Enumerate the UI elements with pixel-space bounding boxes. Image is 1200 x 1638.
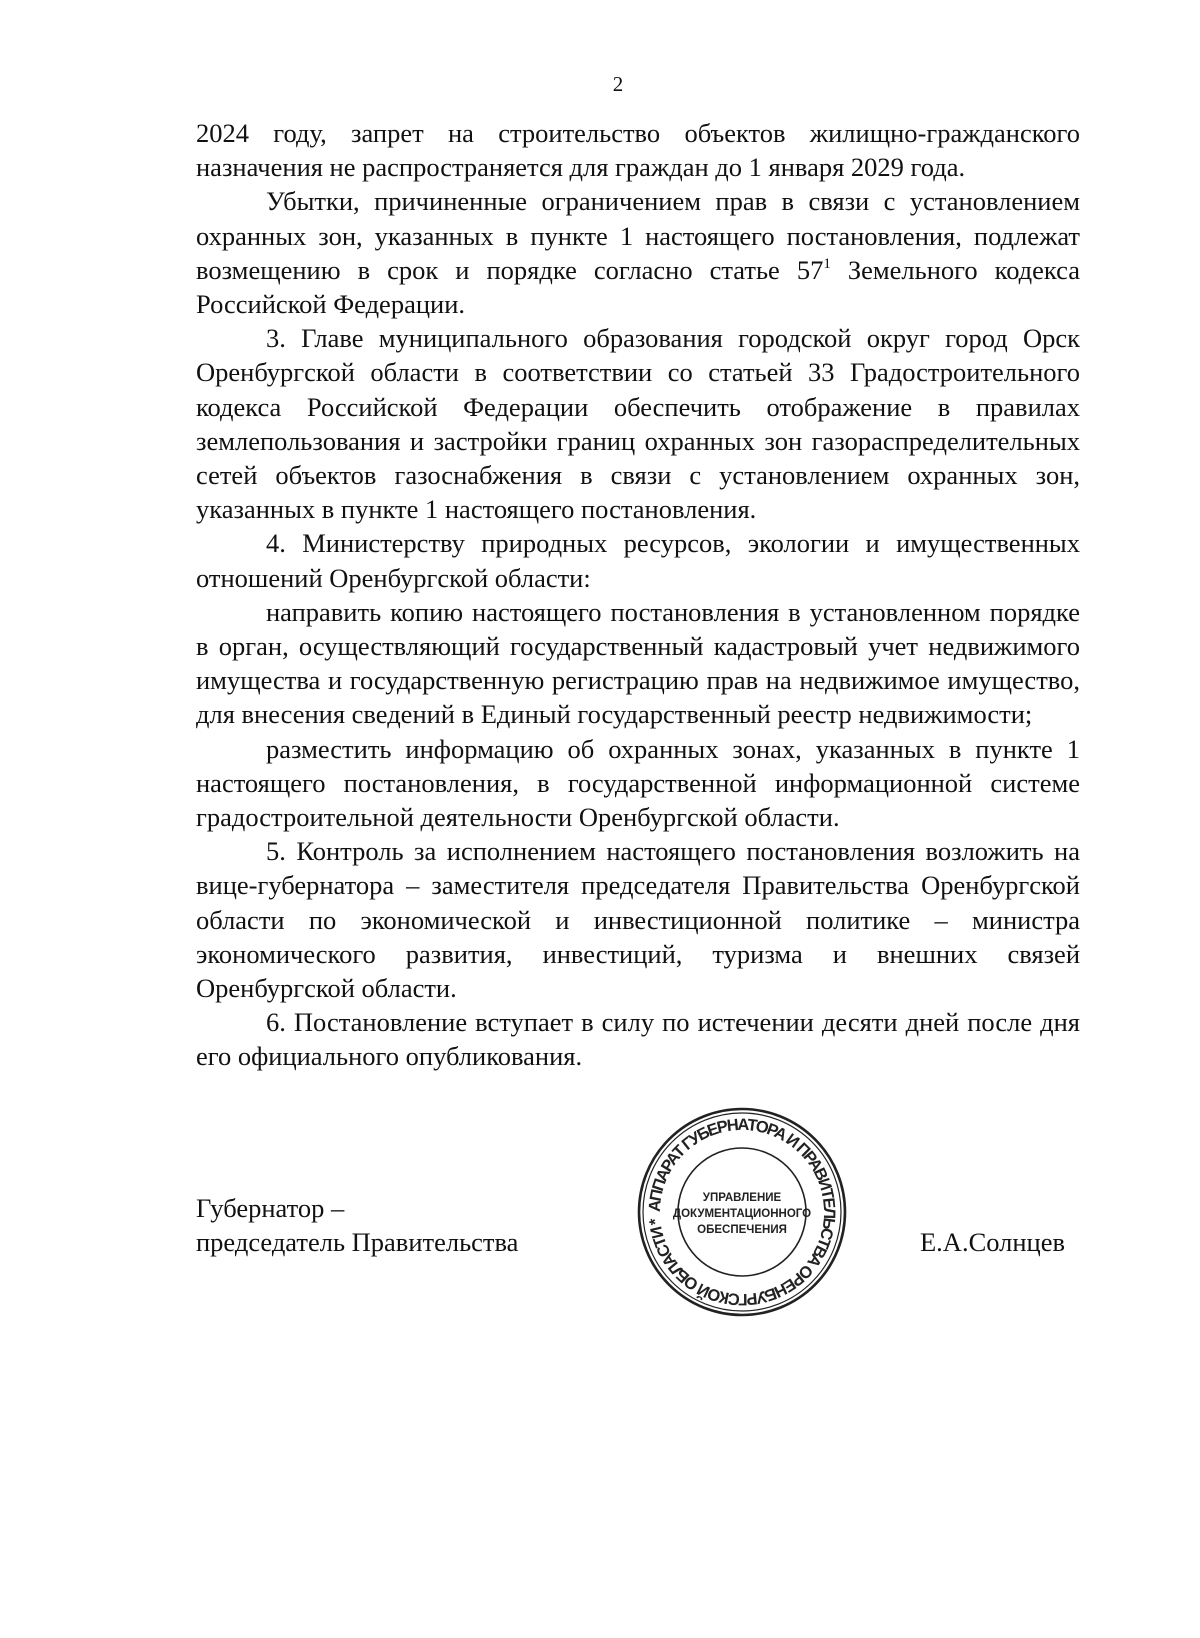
paragraph-item-3: 3. Главе муниципального образования городской округ город Орск Оренбургской области в соответствии со статьей 33 Градостроительного кодекса Российской Федерации обеспечить отображение в правилах землепользования и застройки границ охранных зон газораспределительных сетей объектов газоснабжения в связи с установлением охранных зон, указанных в пункте 1 настоящего постановления.	[196, 323, 1080, 525]
signatory-name: Е.А.Солнцев	[920, 1227, 1066, 1257]
official-seal	[636, 1106, 848, 1318]
paragraph-item-5: 5. Контроль за исполнением настоящего постановления возложить на вице-губернатора – заместителя председателя Правительства Оренбургской области по экономической и инвестиционной политике – министра экономического развития, инвестиций, туризма и внешних связей Оренбургской области.	[196, 836, 1080, 1004]
seal-center-line2: ДОКУМЕНТАЦИОННОГО	[672, 1208, 812, 1220]
signatory-position-line2: председатель Правительства	[196, 1227, 519, 1257]
paragraph-item-4-send-copy: направить копию настоящего постановления в установленном порядке в орган, осуществляющий государственный кадастровый учет недвижимого имущества и государственную регистрацию прав на недвижимое имущество, для внесения сведений в Единый государственный реестр недвижимости;	[196, 596, 1080, 730]
paragraph-continuation: 2024 году, запрет на строительство объектов жилищно-гражданского назначения не распространяется для граждан до 1 января 2029 года.	[196, 118, 1080, 183]
seal-center-line1: УПРАВЛЕНИЕ	[702, 1192, 782, 1204]
paragraph-item-4-publish-info: разместить информацию об охранных зонах, указанных в пункте 1 настоящего постановления, в государственной информационной системе градостроительной деятельности Оренбургской области.	[196, 733, 1080, 833]
seal-ring-textpath: АППАРАТ ГУБЕРНАТОРА И ПРАВИТЕЛЬСТВА ОРЕНБУРГСКОЙ ОБЛАСТИ *	[645, 1115, 839, 1309]
signatory-position-line1: Губернатор –	[196, 1193, 345, 1223]
paragraph-item-4: 4. Министерству природных ресурсов, экологии и имущественных отношений Оренбургской области:	[196, 528, 1080, 593]
seal-center-line3: ОБЕСПЕЧЕНИЯ	[697, 1224, 787, 1236]
document-body	[196, 116, 1080, 1074]
signatory-position	[196, 1191, 518, 1259]
paragraph-damages	[196, 184, 1080, 321]
paragraph-damages-tail: Земельного кодекса Российской Федерации.	[196, 254, 1080, 320]
article-superscript: 1	[823, 255, 831, 272]
paragraph-item-6: 6. Постановление вступает в силу по истечении десяти дней после дня его официального опубликования.	[196, 1007, 1080, 1072]
paragraph-damages-text: Убытки, причиненные ограничением прав в связи с установлением охранных зон, указанных в пункте 1 настоящего постановления, подлежат возмещению в срок и порядке согласно статье 57	[196, 186, 1080, 285]
page-number: 2	[612, 72, 624, 96]
